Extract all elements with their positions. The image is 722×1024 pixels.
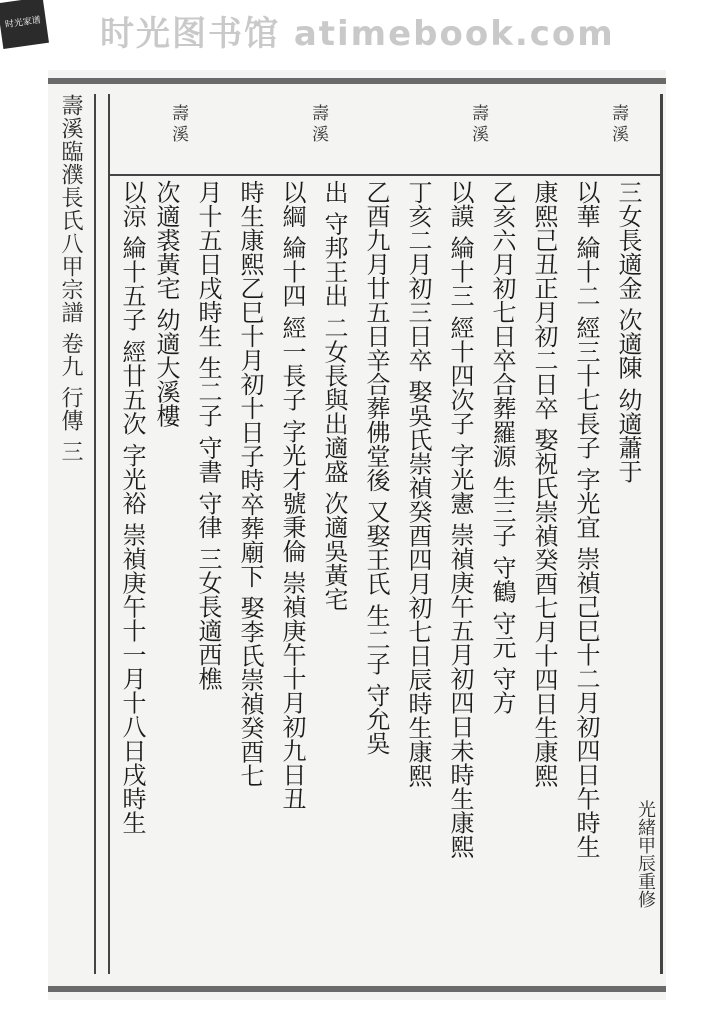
spine-rule-inner <box>108 94 110 974</box>
text-column: 出 守邦王出 二女長與出適盛 次適吳黃宅 <box>320 180 348 611</box>
text-column: 月十五日戌時生 生二子 守書 守律 三女長適西樵 <box>194 180 222 691</box>
watermark-stamp: 时光家谱 <box>0 0 49 49</box>
text-column: 以涼 綸十五子 經廿五次 字光裕 崇禎庚午十一月十八日戌時生 <box>118 180 146 835</box>
text-column: 以謨 綸十三 經十四次子 字光憲 崇禎庚午五月初四日未時生康熙 <box>446 180 474 859</box>
header-mark: 壽溪 <box>308 104 328 146</box>
right-rule <box>660 94 663 974</box>
text-column: 時生康熙乙巳十月初十日子時卒葬廟下 娶李氏崇禎癸酉七 <box>236 180 264 788</box>
text-column: 次適裘黃宅 幼適大溪樓 <box>152 180 180 428</box>
text-column: 乙酉九月廿五日辛合葬佛堂後 又娶王氏 生二子 守允吳 <box>362 180 390 755</box>
bottom-border <box>48 986 666 992</box>
text-column: 以綱 綸十四 經一長子 字光才號秉倫 崇禎庚午十月初九日丑 <box>278 180 306 811</box>
spine-title: 壽溪臨濮長氏八甲宗譜 卷九 行傳 三 <box>58 94 83 463</box>
top-border <box>48 78 666 84</box>
header-strip <box>126 94 660 184</box>
spine-rule <box>94 94 96 974</box>
text-column: 康熙己丑正月初二日卒 娶祝氏崇禎癸酉七月十四日生康熙 <box>530 180 558 788</box>
text-column: 丁亥二月初三日卒 娶吳氏崇禎癸酉四月初七日辰時生康熙 <box>404 180 432 788</box>
header-mark: 壽溪 <box>168 104 188 146</box>
text-column: 乙亥六月初七日卒合葬羅源 生三子 守鶴 守元 守方 <box>488 180 516 715</box>
header-mark: 壽溪 <box>468 104 488 146</box>
watermark-banner: 时光图书馆 atimebook.com <box>100 14 615 54</box>
text-column: 三女長適金 次適陳 幼適蕭于 <box>614 180 642 484</box>
edition-note: 光緒甲辰重修 <box>635 800 656 908</box>
genealogy-page <box>48 70 666 1000</box>
header-mark: 壽溪 <box>608 104 628 146</box>
text-column: 以華 綸十二 經三十七長子 字光宜 崇禎己巳十二月初四日午時生 <box>572 180 600 859</box>
